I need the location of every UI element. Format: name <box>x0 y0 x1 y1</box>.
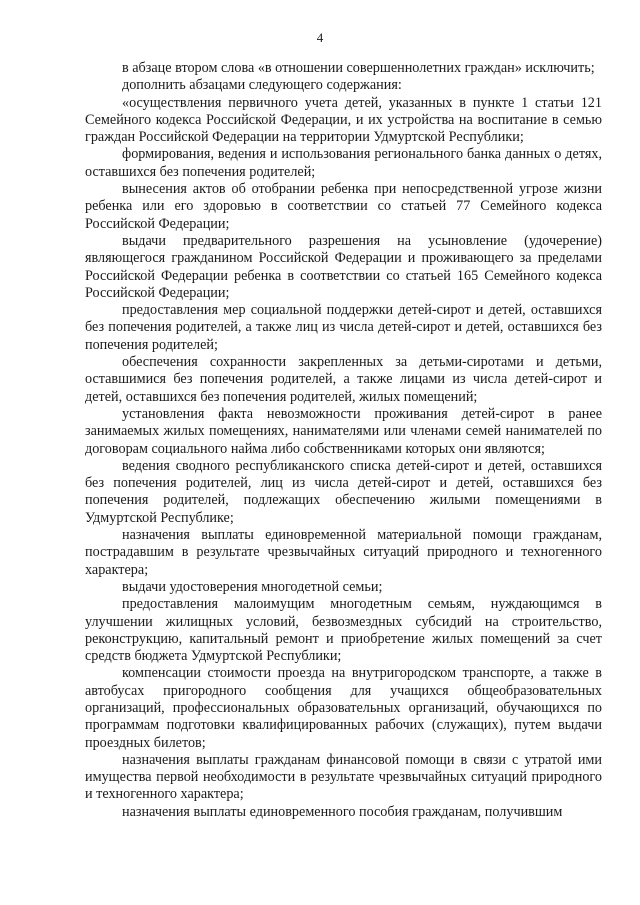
paragraph-14: компенсации стоимости проезда на внутригородском транспорте, а также в автобусах пригородного сообщения для учащихся общеобразовательных организаций, профессиональных образовательных организаций, обучающихся по программам подготовки квалифицированных рабочих (служащих), путем выдачи проездных билетов; <box>85 665 602 751</box>
paragraph-2: дополнить абзацами следующего содержания: <box>122 77 402 94</box>
paragraph-10: ведения сводного республиканского списка детей-сирот и детей, оставшихся без попечения родителей, лиц из числа детей-сирот и детей, оставшихся без попечения родителей, подлежащих обеспечению жилыми помещениями в Удмуртской Республике; <box>85 457 602 526</box>
paragraph-5: вынесения актов об отобрании ребенка при непосредственной угрозе жизни ребенка или его здоровью в соответствии со статьей 77 Семейного кодекса Российской Федерации; <box>85 181 602 232</box>
paragraph-7: предоставления мер социальной поддержки детей-сирот и детей, оставшихся без попечения родителей, а также лиц из числа детей-сирот и детей, оставшихся без попечения родителей; <box>85 302 602 353</box>
paragraph-6: выдачи предварительного разрешения на усыновление (удочерение) являющегося гражданином Российской Федерации и проживающего за пределами Российской Федерации ребенка в соответствии со статьей 165 Семейного кодекса Российской Федерации; <box>85 232 602 301</box>
document-body <box>85 60 602 821</box>
paragraph-4: формирования, ведения и использования регионального банка данных о детях, оставшихся без попечения родителей; <box>85 146 602 180</box>
paragraph-8: обеспечения сохранности закрепленных за детьми-сиротами и детьми, оставшимися без попечения родителей, а также лицами из числа детей-сирот и детей, оставшихся без попечения родителей, жилых помещений; <box>85 354 602 405</box>
paragraph-3: «осуществления первичного учета детей, указанных в пункте 1 статьи 121 Семейного кодекса Российской Федерации, и их устройства на воспитание в семью граждан Российской Федерации на территории Удмуртской Республики; <box>85 94 602 146</box>
paragraph-15: назначения выплаты гражданам финансовой помощи в связи с утратой ими имущества первой необходимости в результате чрезвычайных ситуаций природного и техногенного характера; <box>85 751 602 803</box>
paragraph-11: назначения выплаты единовременной материальной помощи гражданам, пострадавшим в результате чрезвычайных ситуаций природного и техногенного характера; <box>85 527 602 578</box>
paragraph-1: в абзаце втором слова «в отношении совершеннолетних граждан» исключить; <box>122 60 595 76</box>
paragraph-9: установления факта невозможности проживания детей-сирот в ранее занимаемых жилых помещениях, нанимателями или членами семей нанимателей по договорам социального найма либо собственниками которых они являются; <box>85 405 602 457</box>
paragraph-12: выдачи удостоверения многодетной семьи; <box>122 578 383 595</box>
paragraph-16: назначения выплаты единовременного пособия гражданам, получившим <box>122 803 563 820</box>
paragraph-13: предоставления малоимущим многодетным семьям, нуждающимся в улучшении жилищных условий, безвозмездных субсидий на строительство, реконструкцию, капитальный ремонт и приобретение жилых помещений за счет средств бюджета Удмуртской Республики; <box>85 596 602 665</box>
page-number: 4 <box>316 30 324 45</box>
